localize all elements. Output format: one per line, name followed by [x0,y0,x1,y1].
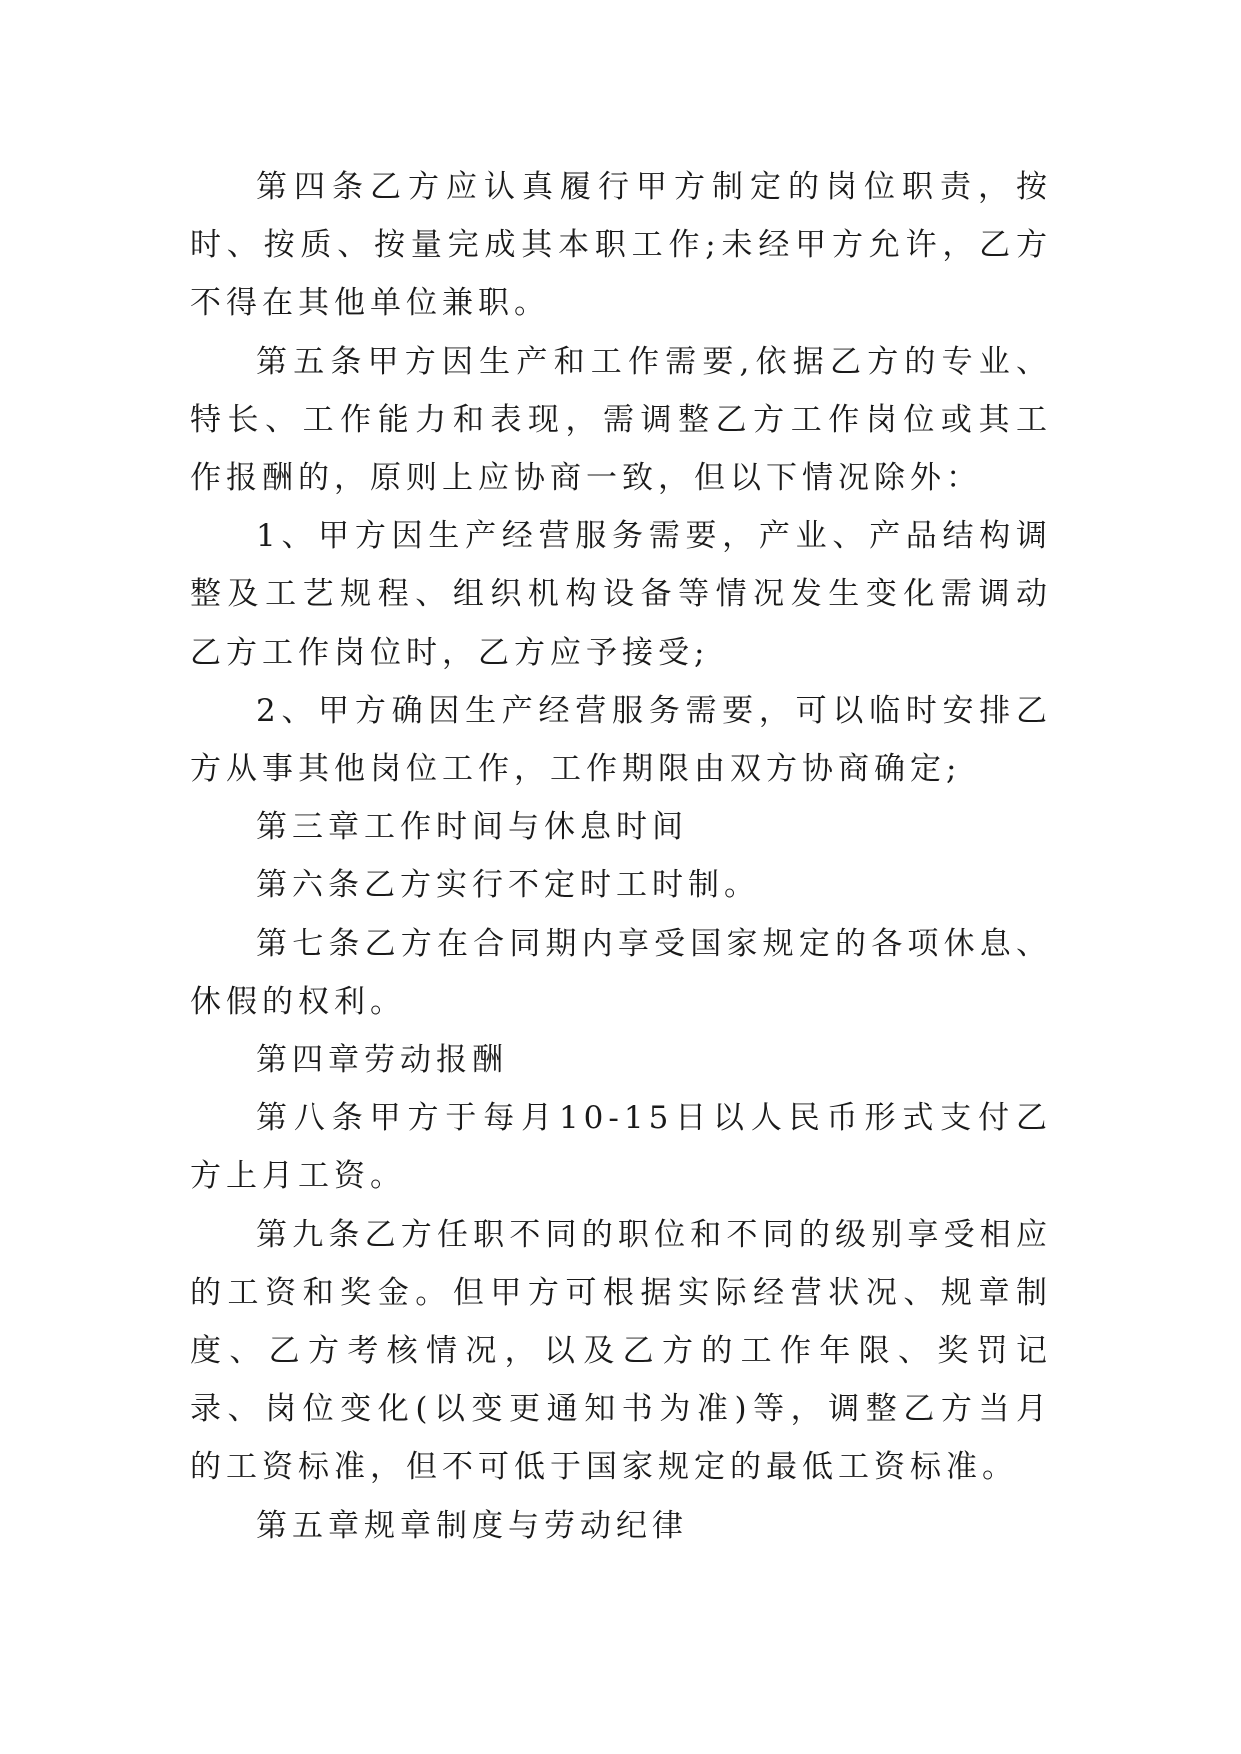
article-4-paragraph: 第四条乙方应认真履行甲方制定的岗位职责，按时、按质、按量完成其本职工作;未经甲方允许，乙方不得在其他单位兼职。 [190,169,1052,322]
chapter-5-heading: 第五章规章制度与劳动纪律 [256,1507,688,1544]
article-5-item-1: 1、甲方因生产经营服务需要，产业、产品结构调整及工艺规程、组织机构设备等情况发生变化需调动乙方工作岗位时，乙方应予接受; [190,518,1052,671]
article-7-paragraph: 第七条乙方在合同期内享受国家规定的各项休息、休假的权利。 [190,925,1052,1020]
document-body [190,158,1052,1555]
article-9-paragraph: 第九条乙方任职不同的职位和不同的级别享受相应的工资和奖金。但甲方可根据实际经营状况、规章制度、乙方考核情况，以及乙方的工作年限、奖罚记录、岗位变化(以变更通知书为准)等，调整乙方当月的工资标准，但不可低于国家规定的最低工资标准。 [190,1216,1052,1486]
chapter-4-heading: 第四章劳动报酬 [256,1042,508,1079]
article-6-paragraph: 第六条乙方实行不定时工时制。 [256,867,760,904]
chapter-3-heading: 第三章工作时间与休息时间 [256,809,688,846]
article-5-paragraph: 第五条甲方因生产和工作需要,依据乙方的专业、特长、工作能力和表现，需调整乙方工作岗位或其工作报酬的，原则上应协商一致，但以下情况除外： [190,343,1052,497]
article-8-paragraph: 第八条甲方于每月10-15日以人民币形式支付乙方上月工资。 [190,1100,1052,1195]
article-5-item-2: 2、甲方确因生产经营服务需要，可以临时安排乙方从事其他岗位工作，工作期限由双方协商确定; [190,692,1052,788]
